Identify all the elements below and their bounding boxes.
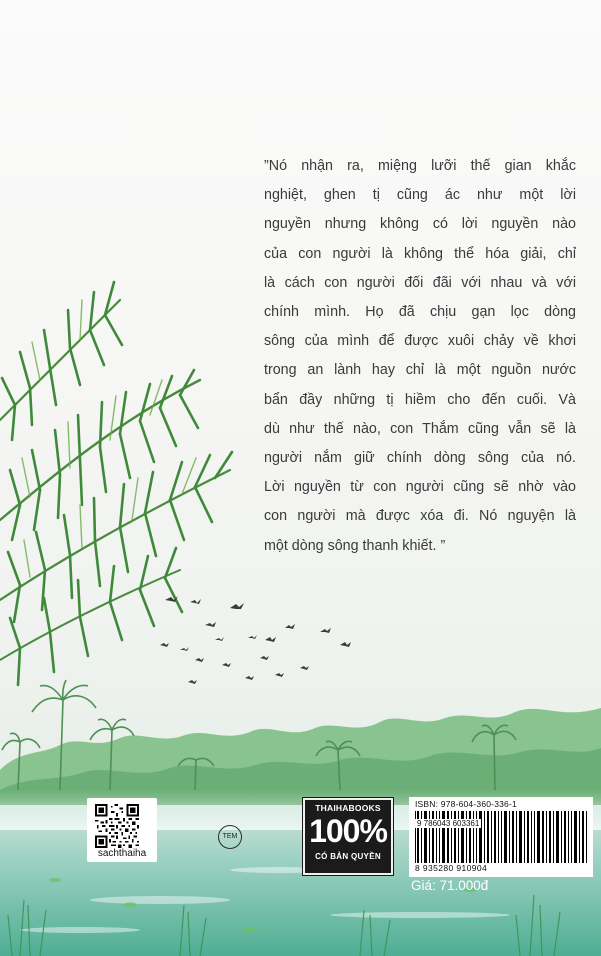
quote-line: bẩn đầy những tị hiềm cho đến cuối. Và — [264, 391, 576, 408]
quote-line: sông của mình để được xuôi chảy về khơi — [264, 333, 576, 350]
barcode-number-top: 9 786043 603361 — [417, 819, 480, 828]
quote-line: người nắm giữ chính dòng sông của nó. — [264, 450, 576, 467]
birds — [160, 596, 351, 684]
palm-leaves — [0, 282, 232, 685]
quote-line: trong an lành hay chỉ là một nguồn nước — [264, 362, 576, 379]
quote-line: Lời nguyền từ con người cũng sẽ nhờ vào — [264, 479, 576, 496]
tem-stamp: TEM — [218, 825, 242, 849]
quote-line: con người mà được xóa đi. Nó nguyện là — [264, 508, 576, 525]
copyright-badge — [303, 798, 393, 875]
price-label: Giá: 71.000đ — [411, 878, 489, 893]
qr-code-icon — [95, 804, 139, 848]
quote-line: một dòng sông thanh khiết. ” — [264, 537, 446, 554]
quote-line: ”Nó nhận ra, miệng lưỡi thế gian khắc — [264, 158, 576, 174]
quote-line: là cách con người đối đãi với nhau và với — [264, 274, 576, 291]
barcode-number-bottom: 8 935280 910904 — [415, 863, 488, 873]
badge-subtitle: CÓ BẢN QUYỀN — [315, 852, 381, 861]
qr-caption: sachthaiha — [97, 848, 147, 859]
quote-line: nguyền nhưng không có lời nguyền nào — [264, 216, 576, 233]
back-cover-quote — [264, 152, 576, 561]
quote-line: chính mình. Họ đã chịu gạn lọc dòng — [264, 304, 576, 321]
isbn-number: ISBN: 978-604-360-336-1 — [415, 799, 517, 809]
quote-line: của con người là không thể hóa giải, chỉ — [264, 245, 576, 262]
publisher-brand: THAIHABOOKS — [315, 803, 381, 813]
isbn-barcode — [409, 797, 593, 877]
qr-code-card[interactable] — [87, 798, 157, 862]
quote-line: dù như thế nào, con Thắm cũng vẫn sẽ là — [264, 420, 576, 437]
badge-percent: 100% — [309, 813, 387, 849]
quote-line: nghiệt, ghen tị cũng ác như một lời — [264, 187, 576, 204]
